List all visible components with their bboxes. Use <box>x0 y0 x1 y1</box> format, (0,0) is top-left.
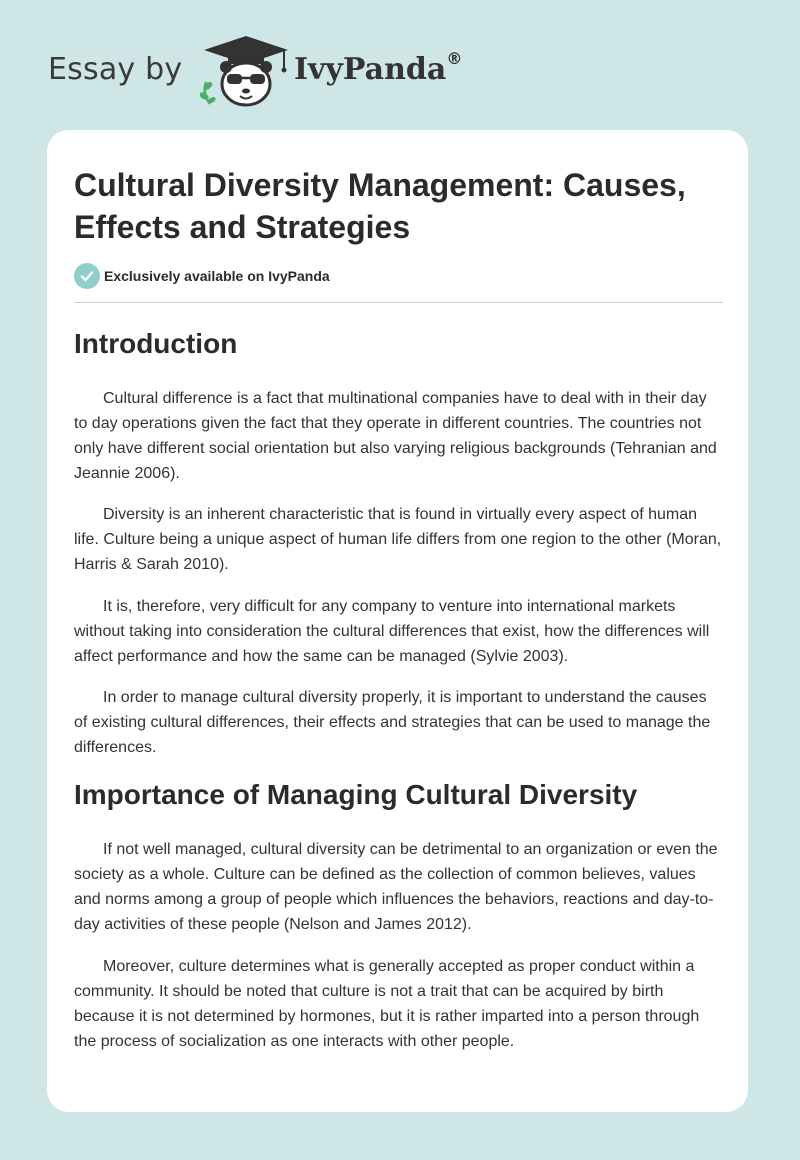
brand-name[interactable] <box>294 49 463 87</box>
section-heading: Importance of Managing Cultural Diversity <box>74 779 638 810</box>
check-circle-icon <box>74 263 100 289</box>
article-card <box>47 130 748 1112</box>
paragraph: In order to manage cultural diversity properly, it is important to understand the causes of existing cultural differences, their effects and strategies that can be used to manage the differences. <box>74 689 711 756</box>
paragraph: Moreover, culture determines what is generally accepted as proper conduct within a community. It should be noted that culture is not a trait that can be acquired by birth because it is not determined by hormones, but it is rather imparted into a person through the process of socialization as one interacts with other people. <box>74 958 700 1050</box>
paragraph: Cultural difference is a fact that multinational companies have to deal with in their day to day operations given the fact that they operate in different countries. The countries not only have different social orientation but also varying religious backgrounds (Tehranian and Jeannie 2006). <box>74 390 717 482</box>
section-heading: Introduction <box>74 328 238 359</box>
exclusive-badge <box>74 262 330 290</box>
panda-logo-icon <box>200 34 292 110</box>
paragraph: It is, therefore, very difficult for any company to venture into international markets without taking into consideration the cultural differences that exist, how the differences will affect performance and how the same can be managed (Sylvie 2003). <box>74 598 710 665</box>
paragraph: Diversity is an inherent characteristic that is found in virtually every aspect of human life. Culture being a unique aspect of human life differs from one region to the other (Moran, Harris & Sarah 2010). <box>74 506 722 573</box>
paragraph: If not well managed, cultural diversity can be detrimental to an organization or even the society as a whole. Culture can be defined as the collection of common believes, values and norms among a group of people which influences the behaviors, reactions and day-to-day activities of these people (Nelson and James 2012). <box>74 841 718 933</box>
registered-mark: ® <box>446 49 463 68</box>
article-title: Cultural Diversity Management: Causes, Effects and Strategies <box>74 167 686 245</box>
essay-by-label: Essay by <box>48 52 183 87</box>
brand-name-text: IvyPanda <box>294 52 447 87</box>
site-header <box>48 30 508 110</box>
divider <box>74 302 723 303</box>
exclusive-label: Exclusively available on IvyPanda <box>104 268 330 284</box>
